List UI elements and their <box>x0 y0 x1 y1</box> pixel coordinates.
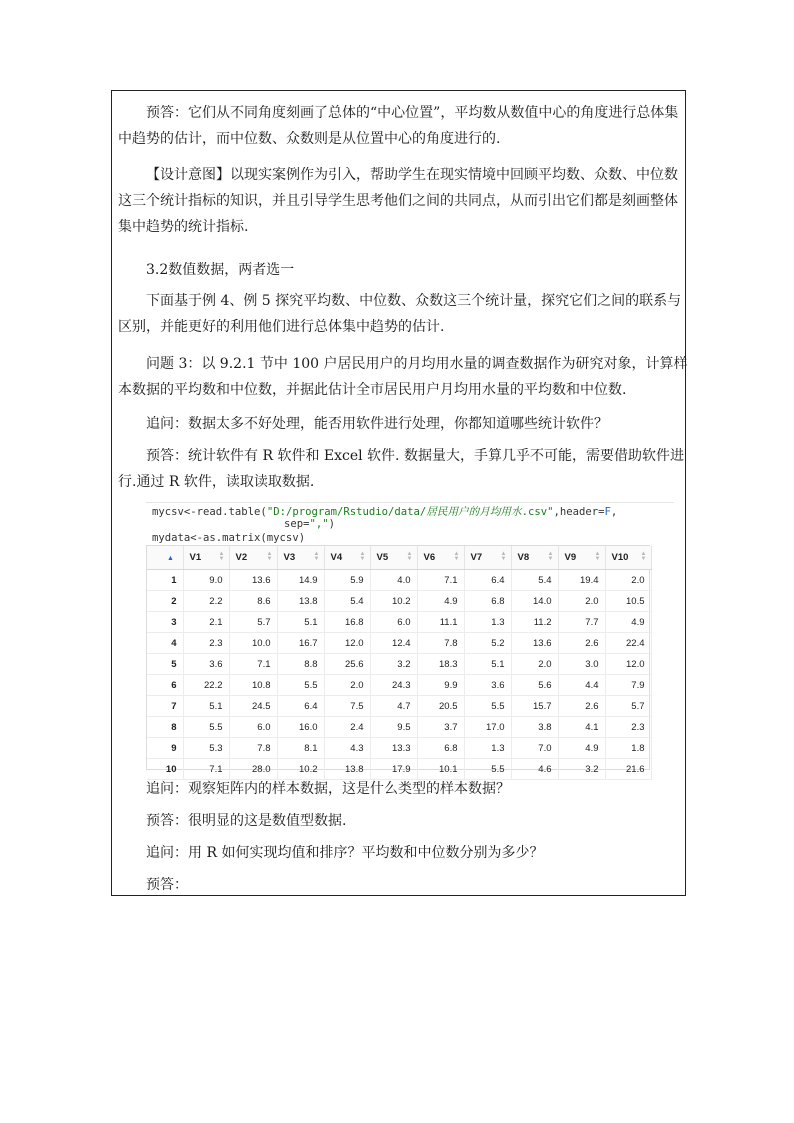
text-line: 这三个统计指标的知识，并且引导学生思考他们之间的共同点，从而引出它们都是刻画整体 <box>118 193 678 209</box>
table-cell: 10.0 <box>229 633 277 654</box>
table-row <box>147 738 651 759</box>
table-cell: 5.1 <box>277 612 324 633</box>
table-cell: 6.8 <box>464 591 511 612</box>
table-cell: 9.0 <box>183 570 229 591</box>
table-cell: 5.5 <box>277 675 324 696</box>
table-cell: 22.4 <box>605 633 651 654</box>
text-line: 【设计意图】以现实案例作为引入，帮助学生在现实情境中回顾平均数、众数、中位数 <box>146 167 678 183</box>
data-viewer-grid <box>146 545 650 775</box>
column-header-label: V3 <box>283 552 296 563</box>
table-header-row <box>147 546 651 570</box>
question-3-paragraph <box>118 351 688 403</box>
table-cell: 8.8 <box>277 654 324 675</box>
table-body <box>147 570 651 780</box>
code-line <box>284 518 335 530</box>
sort-icon: ▲ ▼ <box>547 551 554 562</box>
text-line: 预答：很明显的这是数值型数据. <box>146 813 347 829</box>
table-cell: 13.8 <box>324 759 370 780</box>
text-line: 预答：它们从不同角度刻画了总体的“中心位置”，平均数从数值中心的角度进行总体集 <box>146 105 679 121</box>
table-cell: 13.6 <box>229 570 277 591</box>
column-header-v5[interactable] <box>370 546 417 570</box>
intro-paragraph <box>118 288 680 340</box>
table-cell: 4.7 <box>370 696 417 717</box>
table-cell: 5.1 <box>464 654 511 675</box>
table-cell: 8.6 <box>229 591 277 612</box>
column-header-label: V9 <box>564 552 577 563</box>
table-cell: 5.4 <box>511 570 558 591</box>
column-header-label: V1 <box>189 552 202 563</box>
table-cell: 7.7 <box>558 612 605 633</box>
sort-icon: ▲ ▼ <box>266 551 273 562</box>
column-header-v10[interactable] <box>605 546 651 570</box>
column-header-v2[interactable] <box>229 546 277 570</box>
text-line: 行.通过 R 软件，读取读取数据. <box>118 474 315 490</box>
table-cell: 5.1 <box>183 696 229 717</box>
code-string: "D:/program/Rstudio/data/ <box>266 506 427 518</box>
table-cell: 7.5 <box>324 696 370 717</box>
table-cell: 9.9 <box>417 675 464 696</box>
table-cell: 1.3 <box>464 612 511 633</box>
table-cell: 10.5 <box>605 591 651 612</box>
column-header-label: V10 <box>611 552 629 563</box>
data-table <box>147 546 652 780</box>
table-cell: 3.7 <box>417 717 464 738</box>
table-cell: 19.4 <box>558 570 605 591</box>
answer-placeholder <box>118 872 680 898</box>
table-cell: 4.9 <box>417 591 464 612</box>
text-line: 集中趋势的统计指标. <box>118 219 249 235</box>
table-cell: 3.0 <box>558 654 605 675</box>
table-cell: 3.6 <box>464 675 511 696</box>
sort-icon: ▲ ▼ <box>640 551 647 562</box>
table-cell: 7.9 <box>605 675 651 696</box>
table-cell: 3.2 <box>558 759 605 780</box>
text-line: 追问：观察矩阵内的样本数据，这是什么类型的样本数据？ <box>146 781 510 797</box>
table-cell: 22.2 <box>183 675 229 696</box>
table-cell: 5.7 <box>605 696 651 717</box>
column-header-label: V7 <box>470 552 483 563</box>
column-header-label: V4 <box>330 552 343 563</box>
column-header-v4[interactable] <box>324 546 370 570</box>
code-line <box>152 504 617 519</box>
sort-icon: ▲ ▼ <box>594 551 601 562</box>
row-index: 2 <box>147 591 183 612</box>
table-cell: 14.0 <box>511 591 558 612</box>
row-index: 1 <box>147 570 183 591</box>
answer-paragraph-1 <box>118 100 680 152</box>
sort-icon: ▲ ▼ <box>313 551 320 562</box>
sort-icon: ▲ ▼ <box>453 551 460 562</box>
table-cell: 11.2 <box>511 612 558 633</box>
table-cell: 18.3 <box>417 654 464 675</box>
section-heading <box>118 257 680 283</box>
code-token: ,header= <box>553 506 605 518</box>
table-cell: 2.0 <box>605 570 651 591</box>
text-line: 中趋势的估计，而中位数、众数则是从位置中心的角度进行的. <box>118 131 501 147</box>
table-cell: 12.0 <box>324 633 370 654</box>
sort-icon: ▲ ▼ <box>500 551 507 562</box>
table-cell: 21.6 <box>605 759 651 780</box>
table-cell: 8.1 <box>277 738 324 759</box>
row-index: 8 <box>147 717 183 738</box>
row-index-header[interactable] <box>147 546 183 570</box>
row-index: 5 <box>147 654 183 675</box>
text-line: 追问：数据太多不好处理，能否用软件进行处理，你都知道哪些统计软件？ <box>146 416 608 432</box>
table-cell: 3.6 <box>183 654 229 675</box>
answer-software <box>118 443 684 495</box>
table-row <box>147 570 651 591</box>
column-header-v1[interactable] <box>183 546 229 570</box>
code-string: .csv" <box>521 506 554 518</box>
text-line: 本数据的平均数和中位数，并据此估计全市居民用户月均用水量的平均数和中位数. <box>118 382 627 398</box>
table-cell: 4.0 <box>370 570 417 591</box>
text-line: 预答：统计软件有 R 软件和 Excel 软件. 数据量大，手算几乎不可能，需要借助软件进 <box>146 448 684 464</box>
column-header-v7[interactable] <box>464 546 511 570</box>
table-cell: 2.4 <box>324 717 370 738</box>
sort-icon: ▲ ▼ <box>218 551 225 562</box>
table-row <box>147 654 651 675</box>
row-index: 4 <box>147 633 183 654</box>
table-row <box>147 696 651 717</box>
followup-software <box>118 411 680 437</box>
table-cell: 5.5 <box>464 759 511 780</box>
column-header-label: V2 <box>235 552 248 563</box>
table-cell: 12.4 <box>370 633 417 654</box>
table-cell: 5.9 <box>324 570 370 591</box>
column-header-v3[interactable] <box>277 546 324 570</box>
table-cell: 1.3 <box>464 738 511 759</box>
table-cell: 16.8 <box>324 612 370 633</box>
table-cell: 2.2 <box>183 591 229 612</box>
table-cell: 4.9 <box>605 612 651 633</box>
code-token: mycsv<-read.table( <box>152 506 267 518</box>
text-line: 区别，并能更好的利用他们进行总体集中趋势的估计. <box>118 319 445 335</box>
table-cell: 3.8 <box>511 717 558 738</box>
r-code-block <box>146 502 674 545</box>
row-index: 7 <box>147 696 183 717</box>
table-cell: 5.5 <box>183 717 229 738</box>
table-cell: 13.8 <box>277 591 324 612</box>
table-cell: 4.3 <box>324 738 370 759</box>
code-string: "," <box>309 518 329 530</box>
table-cell: 5.6 <box>511 675 558 696</box>
row-index: 9 <box>147 738 183 759</box>
table-cell: 7.1 <box>229 654 277 675</box>
sort-ascending-icon: ▲ <box>167 555 174 562</box>
text-line: 下面基于例 4、例 5 探究平均数、中位数、众数这三个统计量，探究它们之间的联系与 <box>146 293 682 309</box>
table-cell: 2.3 <box>605 717 651 738</box>
code-string: 居民用户的月均用水 <box>426 506 522 518</box>
table-cell: 5.7 <box>229 612 277 633</box>
table-cell: 7.8 <box>229 738 277 759</box>
row-index: 6 <box>147 675 183 696</box>
column-header-v8[interactable] <box>511 546 558 570</box>
text-line: 问题 3：以 9.2.1 节中 100 户居民用户的月均用水量的调查数据作为研究对象，计算样 <box>146 356 688 372</box>
sort-icon: ▲ ▼ <box>359 551 366 562</box>
table-cell: 24.5 <box>229 696 277 717</box>
column-header-label: V8 <box>517 552 530 563</box>
code-line: mydata<-as.matrix(mycsv) <box>152 532 306 544</box>
table-cell: 13.6 <box>511 633 558 654</box>
table-cell: 4.6 <box>511 759 558 780</box>
table-cell: 24.3 <box>370 675 417 696</box>
table-row <box>147 633 651 654</box>
table-cell: 5.2 <box>464 633 511 654</box>
followup-data-type <box>118 776 680 802</box>
table-cell: 6.8 <box>417 738 464 759</box>
column-header-v9[interactable] <box>558 546 605 570</box>
table-row <box>147 612 651 633</box>
table-cell: 4.1 <box>558 717 605 738</box>
design-intent-paragraph <box>118 162 680 240</box>
table-cell: 7.1 <box>183 759 229 780</box>
table-cell: 16.7 <box>277 633 324 654</box>
table-cell: 2.0 <box>324 675 370 696</box>
table-cell: 2.1 <box>183 612 229 633</box>
table-cell: 4.4 <box>558 675 605 696</box>
table-cell: 25.6 <box>324 654 370 675</box>
table-cell: 10.8 <box>229 675 277 696</box>
table-cell: 6.0 <box>370 612 417 633</box>
table-row <box>147 591 651 612</box>
table-cell: 10.2 <box>370 591 417 612</box>
table-cell: 2.3 <box>183 633 229 654</box>
table-cell: 11.1 <box>417 612 464 633</box>
code-token: ) <box>328 518 336 530</box>
text-line: 3.2数值数据，两者选一 <box>146 262 295 278</box>
table-cell: 2.6 <box>558 696 605 717</box>
code-token: , <box>610 506 618 518</box>
table-cell: 6.4 <box>277 696 324 717</box>
table-cell: 28.0 <box>229 759 277 780</box>
code-keyword: F <box>604 506 611 518</box>
table-cell: 6.4 <box>464 570 511 591</box>
sort-icon: ▲ ▼ <box>406 551 413 562</box>
table-cell: 5.5 <box>464 696 511 717</box>
table-cell: 4.9 <box>558 738 605 759</box>
table-cell: 16.0 <box>277 717 324 738</box>
table-cell: 17.0 <box>464 717 511 738</box>
table-cell: 17.9 <box>370 759 417 780</box>
table-cell: 10.1 <box>417 759 464 780</box>
text-line: 预答： <box>146 877 188 893</box>
table-cell: 7.0 <box>511 738 558 759</box>
column-header-label: V6 <box>423 552 436 563</box>
table-cell: 15.7 <box>511 696 558 717</box>
code-token: sep= <box>284 518 310 530</box>
table-cell: 14.9 <box>277 570 324 591</box>
table-cell: 10.2 <box>277 759 324 780</box>
table-cell: 2.6 <box>558 633 605 654</box>
column-header-label: V5 <box>376 552 389 563</box>
table-cell: 2.0 <box>558 591 605 612</box>
row-index: 10 <box>147 759 183 780</box>
table-cell: 9.5 <box>370 717 417 738</box>
table-row <box>147 675 651 696</box>
text-line: 追问：用 R 如何实现均值和排序？平均数和中位数分别为多少？ <box>146 845 544 861</box>
table-cell: 1.8 <box>605 738 651 759</box>
followup-mean-median <box>118 840 680 866</box>
column-header-v6[interactable] <box>417 546 464 570</box>
table-cell: 12.0 <box>605 654 651 675</box>
table-cell: 7.8 <box>417 633 464 654</box>
table-cell: 3.2 <box>370 654 417 675</box>
row-index: 3 <box>147 612 183 633</box>
table-cell: 20.5 <box>417 696 464 717</box>
table-cell: 2.0 <box>511 654 558 675</box>
table-cell: 7.1 <box>417 570 464 591</box>
table-row <box>147 717 651 738</box>
table-cell: 13.3 <box>370 738 417 759</box>
answer-data-type <box>118 808 680 834</box>
table-cell: 6.0 <box>229 717 277 738</box>
table-cell: 5.4 <box>324 591 370 612</box>
table-cell: 5.3 <box>183 738 229 759</box>
